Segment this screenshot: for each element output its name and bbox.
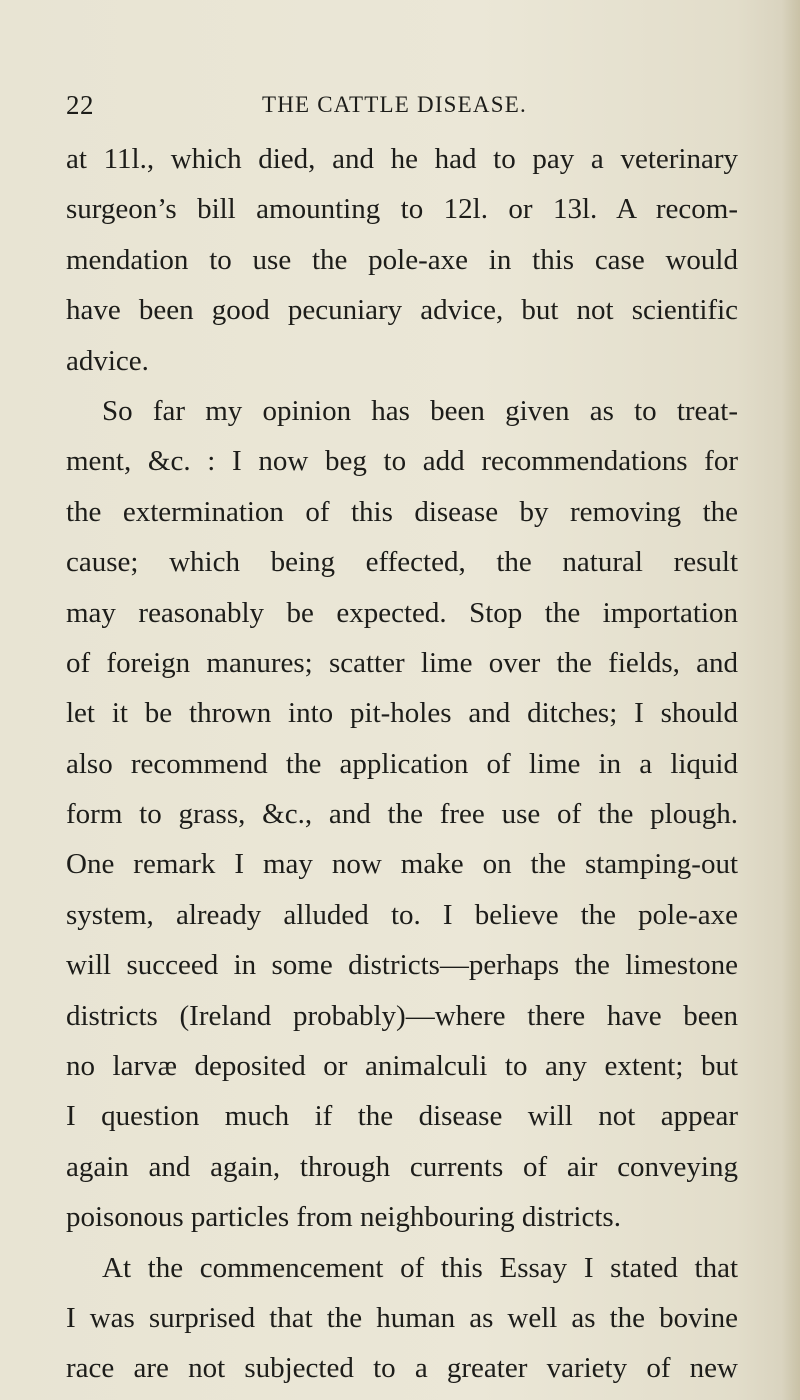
text-line: ment, &c. : I now beg to add recommendations for: [66, 445, 738, 478]
text-line: mendation to use the pole-axe in this case would: [66, 243, 738, 276]
text-line: poisonous particles from neighbouring districts.: [66, 1201, 621, 1234]
text-line: will succeed in some districts—perhaps the limestone: [66, 949, 738, 982]
page-number: 22: [66, 90, 94, 120]
text-line: form to grass, &c., and the free use of the plough.: [66, 798, 738, 831]
text-line: I was surprised that the human as well as the bovine: [66, 1301, 738, 1334]
body-text: [66, 134, 738, 1394]
text-line: So far my opinion has been given as to treat-: [102, 394, 738, 427]
text-line: have been good pecuniary advice, but not scientific: [66, 294, 738, 327]
text-line: of foreign manures; scatter lime over the fields, and: [66, 646, 738, 679]
text-line: also recommend the application of lime in a liquid: [66, 747, 738, 780]
text-line: no larvæ deposited or animalculi to any extent; but: [66, 1050, 738, 1083]
text-line: race are not subjected to a greater variety of new: [66, 1352, 738, 1385]
text-line: I question much if the disease will not appear: [66, 1100, 738, 1133]
text-line: let it be thrown into pit-holes and ditches; I should: [66, 697, 738, 730]
text-line: districts (Ireland probably)—where there have been: [66, 999, 738, 1032]
text-line: at 11l., which died, and he had to pay a veterinary: [66, 143, 738, 175]
text-line: system, already alluded to. I believe the pole-axe: [66, 898, 738, 931]
text-line: advice.: [66, 344, 149, 377]
page-header: [66, 90, 726, 126]
text-line: the extermination of this disease by removing the: [66, 495, 738, 528]
text-line: cause; which being effected, the natural result: [66, 546, 738, 579]
text-line: One remark I may now make on the stamping-out: [66, 848, 738, 881]
text-line: At the commencement of this Essay I stated that: [102, 1251, 738, 1284]
running-head: THE CATTLE DISEASE.: [262, 92, 527, 117]
text-line: again and again, through currents of air conveying: [66, 1150, 738, 1183]
text-line: may reasonably be expected. Stop the importation: [66, 596, 738, 629]
page-edge-shading: [782, 0, 800, 1400]
text-line: surgeon’s bill amounting to 12l. or 13l. A recom-: [66, 193, 738, 226]
